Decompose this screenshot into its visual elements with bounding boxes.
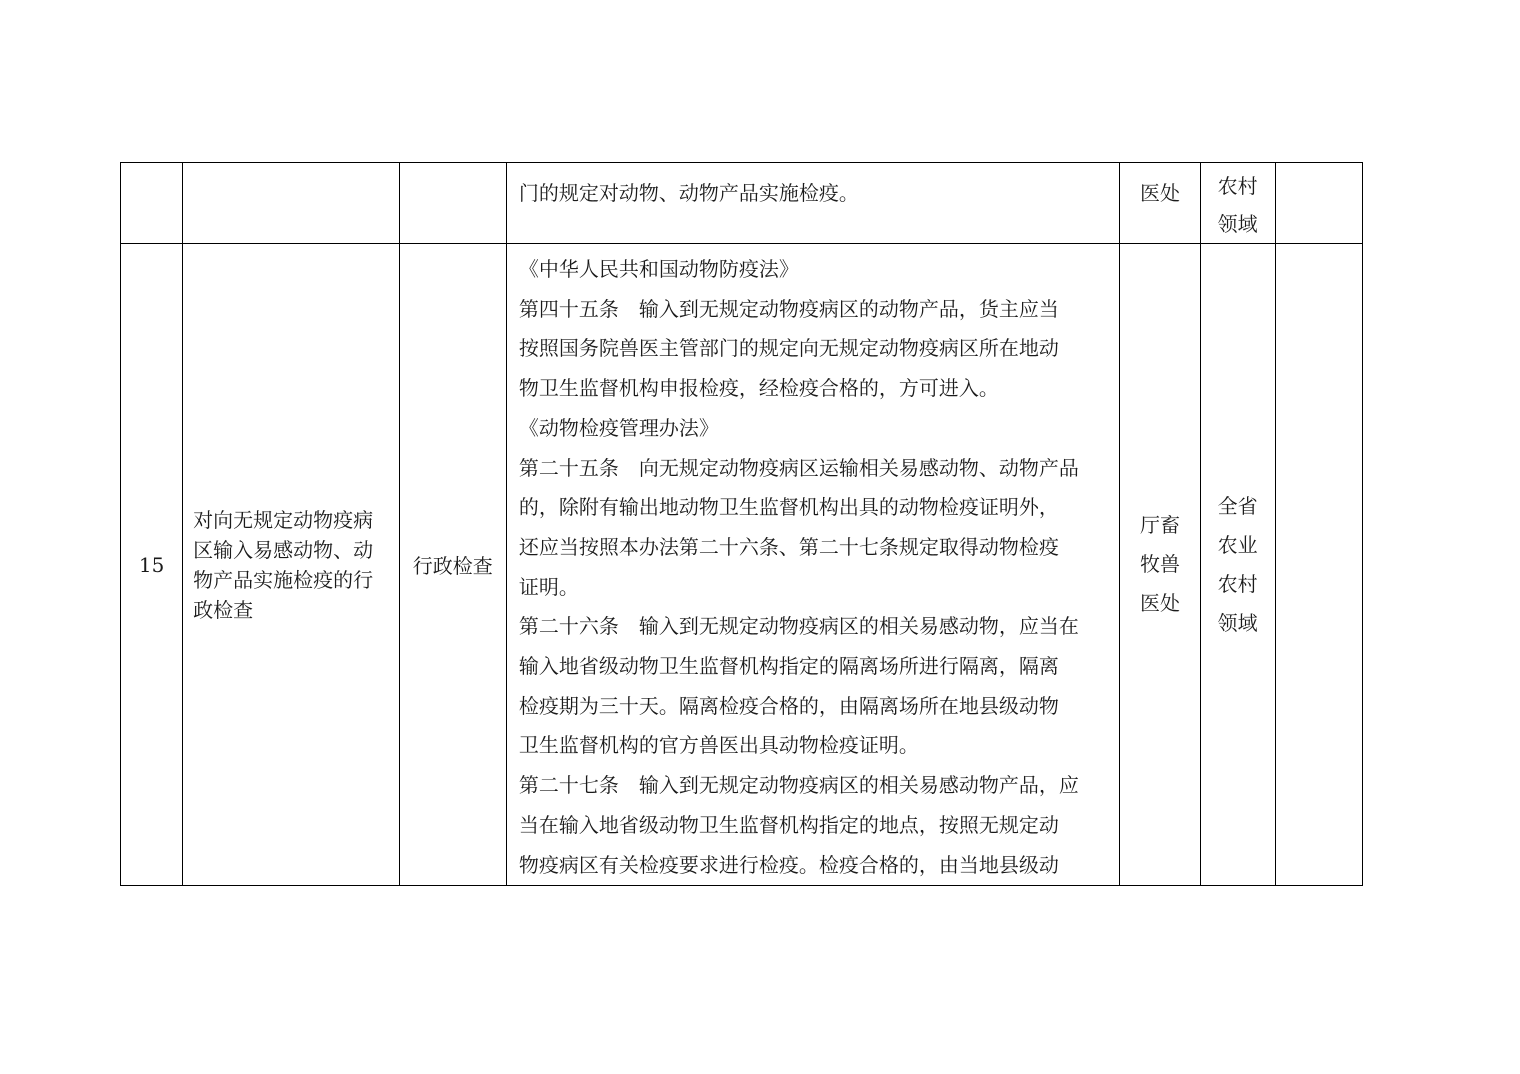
item-name-cell: [183, 244, 400, 886]
table-row-15: [121, 244, 1363, 886]
scope-tail-line: 农村: [1217, 174, 1258, 198]
legal-basis-line: 证明。: [518, 574, 579, 599]
department-line: 牧兽: [1139, 552, 1180, 577]
legal-basis-line: 当在输入地省级动物卫生监督机构指定的地点，按照无规定动: [518, 812, 1059, 837]
legal-basis-line: 物卫生监督机构申报检疫，经检疫合格的，方可进入。: [518, 376, 999, 401]
legal-basis-line: 第二十六条 输入到无规定动物疫病区的相关易感动物，应当在: [518, 614, 1079, 639]
legal-basis-text: [507, 244, 1119, 885]
legal-basis-line: 第二十七条 输入到无规定动物疫病区的相关易感动物产品，应: [518, 773, 1079, 798]
scope-line: 农业: [1217, 532, 1258, 557]
department-tail: 医处: [1139, 181, 1180, 205]
scope-line: 领域: [1217, 610, 1258, 635]
legal-basis-line: 还应当按照本办法第二十六条、第二十七条规定取得动物检疫: [518, 534, 1059, 559]
department-cell: [1120, 163, 1200, 244]
scope-cell: [1200, 244, 1275, 886]
number-cell-empty: [121, 163, 183, 244]
item-name-line: 区输入易感动物、动: [193, 537, 374, 562]
legal-basis-line: 第二十五条 向无规定动物疫病区运输相关易感动物、动物产品: [518, 455, 1079, 480]
category-cell-empty: [399, 163, 506, 244]
legal-basis-line: 检疫期为三十天。隔离检疫合格的，由隔离场所在地县级动物: [518, 693, 1059, 718]
legal-basis-tail: 门的规定对动物、动物产品实施检疫。: [518, 181, 859, 205]
legal-basis-line: 《动物检疫管理办法》: [518, 415, 719, 440]
table-row-continued: [121, 163, 1363, 244]
row-number: 15: [121, 244, 183, 886]
department-line: 医处: [1139, 591, 1180, 616]
scope: [1201, 487, 1275, 643]
legal-basis-cell: [506, 163, 1119, 244]
legal-basis-line: 按照国务院兽医主管部门的规定向无规定动物疫病区所在地动: [518, 336, 1059, 361]
item-name-line: 物产品实施检疫的行: [193, 567, 374, 592]
legal-basis-cell: [506, 244, 1119, 886]
scope-line: 全省: [1217, 493, 1258, 518]
legal-basis-line: 物疫病区有关检疫要求进行检疫。检疫合格的，由当地县级动: [518, 852, 1059, 877]
legal-basis-line: 《中华人民共和国动物防疫法》: [518, 257, 799, 281]
department-line: 厅畜: [1139, 513, 1180, 538]
item-name-line: 对向无规定动物疫病: [193, 507, 374, 532]
item-name: [183, 505, 399, 625]
scope-cell: [1200, 163, 1275, 244]
department-cell: [1120, 244, 1200, 886]
category-cell: 行政检查: [399, 244, 506, 886]
legal-basis-line: 的，除附有输出地动物卫生监督机构出具的动物检疫证明外，: [518, 495, 1059, 520]
item-name-line: 政检查: [193, 597, 254, 622]
regulation-table: [120, 162, 1363, 886]
scope-line: 农村: [1217, 571, 1258, 596]
department: [1120, 506, 1199, 623]
scope-tail-line: 领域: [1217, 212, 1258, 236]
scope-tail: [1201, 163, 1275, 243]
legal-basis-line: 卫生监督机构的官方兽医出具动物检疫证明。: [518, 733, 919, 758]
legal-basis-line: 第四十五条 输入到无规定动物疫病区的动物产品，货主应当: [518, 296, 1059, 321]
remarks-cell-empty: [1275, 244, 1362, 886]
remarks-cell-empty: [1275, 163, 1362, 244]
legal-basis-line: 输入地省级动物卫生监督机构指定的隔离场所进行隔离，隔离: [518, 654, 1059, 679]
item-name-cell-empty: [183, 163, 400, 244]
